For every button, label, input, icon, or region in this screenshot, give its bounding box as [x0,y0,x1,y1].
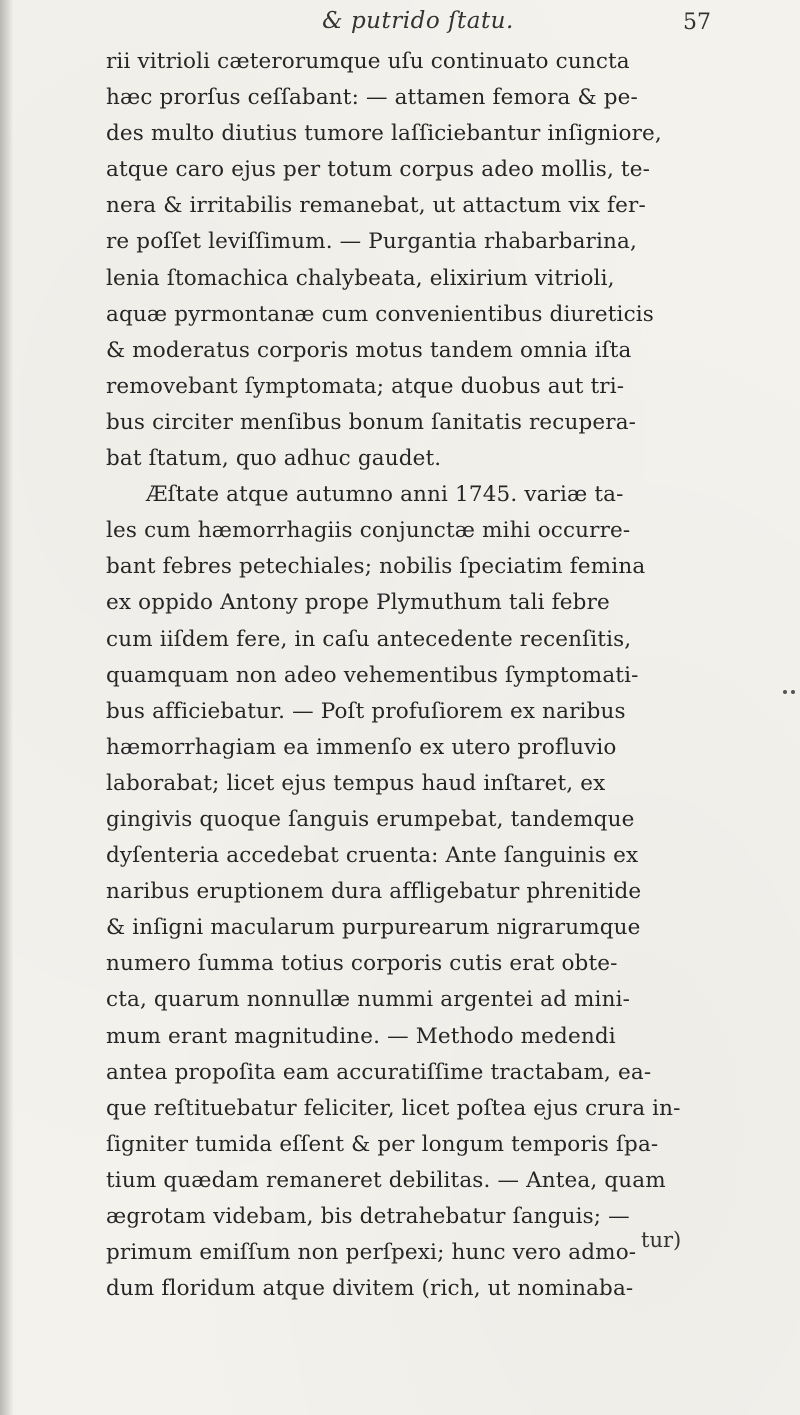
text-line: hæc prorſus ceſſabant: — attamen femora & pe- [106,85,638,111]
text-line: cum iiſdem fere, in caſu antecedente recenſitis, [106,626,632,652]
text-line: ex oppido Antony prope Plymuthum tali febre [106,590,610,616]
text-line: des multo diutius tumore laſſiciebantur inſigniore, [106,121,662,147]
paragraph-start-line: Æſtate atque autumno anni 1745. variæ ta- [146,482,624,508]
text-line: & inſigni macularum purpurearum nigrarumque [106,915,641,941]
text-line: naribus eruptionem dura affligebatur phrenitide [106,879,642,905]
text-line: tium quædam remaneret debilitas. — Antea, quam [106,1167,666,1193]
page-number: 57 [683,10,711,35]
text-line: laborabat; licet ejus tempus haud inſtaret, ex [106,770,606,796]
text-line: ſigniter tumida eſſent & per longum temporis ſpa- [106,1131,659,1157]
text-line: lenia ſtomachica chalybeata, elixirium vitrioli, [106,265,615,291]
text-line: cta, quarum nonnullæ nummi argentei ad mini- [106,987,631,1013]
text-line: mum erant magnitudine. — Methodo medendi [106,1023,616,1049]
text-line: re poſſet leviſſimum. — Purgantia rhabarbarina, [106,229,637,255]
text-line: primum emiſſum non perſpexi; hunc vero admo- [106,1240,637,1266]
text-line: ægrotam videbam, bis detrahebatur ſanguis; — [106,1204,630,1229]
ink-speck [791,690,795,694]
text-line: dyſenteria accedebat cruenta: Ante ſanguinis ex [106,843,639,869]
text-line: aquæ pyrmontanæ cum convenientibus diureticis [106,301,654,327]
running-head [0,2,800,42]
text-line: dum floridum atque divitem (rich, ut nominaba- [106,1276,634,1302]
text-line: bat ſtatum, quo adhuc gaudet. [106,446,442,472]
text-line: & moderatus corporis motus tandem omnia iſta [106,337,632,363]
text-line: bant febres petechiales; nobilis ſpeciatim femina [106,554,646,580]
text-line: hæmorrhagiam ea immenſo ex utero profluvio [106,734,617,760]
text-line: que reſtituebatur feliciter, licet poſtea ejus crura in- [106,1095,681,1121]
text-line: rii vitrioli cæterorumque uſu continuato cuncta [106,49,630,74]
text-line: bus afficiebatur. — Poſt profuſiorem ex naribus [106,698,626,724]
binding-gutter [0,0,14,1415]
body-text [106,44,766,1307]
text-line: antea propoſita eam accuratiſſime tractabam, ea- [106,1059,652,1085]
text-line: quamquam non adeo vehementibus ſymptomati- [106,662,639,688]
text-line: les cum hæmorrhagiis conjunctæ mihi occurre- [106,518,631,544]
text-line: removebant ſymptomata; atque duobus aut tri- [106,373,625,399]
text-line: gingivis quoque ſanguis erumpebat, tandemque [106,806,635,832]
catchword: tur) [641,1228,682,1252]
text-line: atque caro ejus per totum corpus adeo mollis, te- [106,157,650,183]
text-line: numero ſumma totius corporis cutis erat obte- [106,951,618,977]
running-head-title: & putrido ſtatu. [322,8,514,34]
text-line: bus circiter menſibus bonum ſanitatis recupera- [106,409,637,435]
ink-speck [783,690,787,694]
text-line: nera & irritabilis remanebat, ut attactum vix fer- [106,193,646,219]
